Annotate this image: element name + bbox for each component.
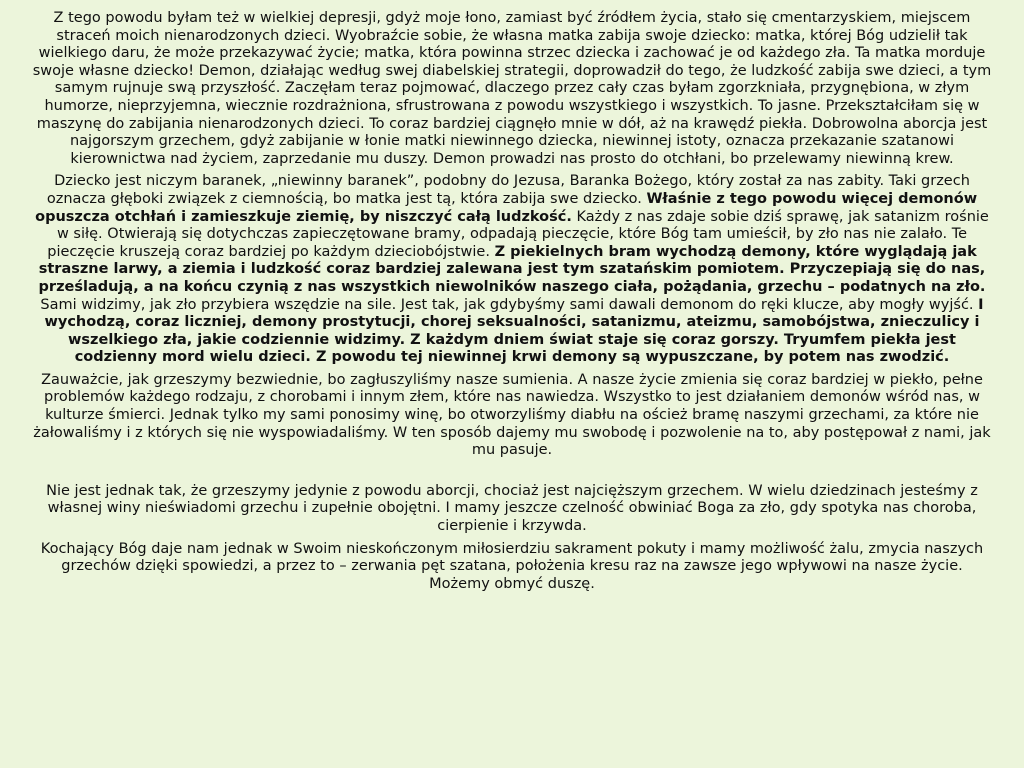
paragraph-text: Zauważcie, jak grzeszymy bezwiednie, bo zagłuszyliśmy nasze sumienia. A nasze życie zmienia się coraz bardziej w piekło, pełne problemów każdego rodzaju, z chorobami i innym złem, które nas nawiedza. Wszystko to jest działaniem demonów wśród nas, w kulturze śmierci. Jednak tylko my sami ponosimy winę, bo otworzyliśmy diabłu na oścież bramę naszymi grzechami, za które nie żałowaliśmy i z których się nie wyspowiadaliśmy. W ten sposób dajemy mu swobodę i pozwolenie na to, aby postępował z nami, jak mu pasuje. [33, 371, 991, 459]
paragraph-text: Każdy z nas zdaje sobie dziś sprawę, jak satanizm rośnie w siłę. Otwierają się dotychczas zapieczętowane bramy, odpadają pieczęcie, które Bóg tam umieścił, by zło nas nie zalało. Te pieczęcie kruszeją coraz bardziej po każdym dzieciobójstwie. [47, 208, 989, 260]
paragraph-1 [30, 10, 994, 168]
paragraph-5 [30, 541, 994, 594]
paragraph-4 [30, 483, 994, 536]
paragraph-text: Sami widzimy, jak zło przybiera wszędzie na sile. Jest tak, jak gdybyśmy sami dawali demonom do ręki klucze, aby mogły wyjść. [40, 296, 979, 313]
emphasis-text: I wychodzą, coraz liczniej, demony prostytucji, chorej seksualności, satanizmu, ateizmu, samobójstwa, znieczulicy i wszelkiego zła, jakie codziennie widzimy. Z każdym dniem świat staje się coraz gorszy. Tryumfem piekła jest codzienny mord wielu dzieci. Z powodu tej niewinnej krwi demony są wypuszczane, by potem nas zwodzić. [44, 296, 984, 366]
paragraph-text: Z tego powodu byłam też w wielkiej depresji, gdyż moje łono, zamiast być źródłem życia, stało się cmentarzyskiem, miejscem straceń moich nienarodzonych dzieci. Wyobraźcie sobie, że własna matka zabija swoje dziecko: matka, której Bóg udzielił tak wielkiego daru, że może przekazywać życie; matka, która powinna strzec dziecka i zachować je od każdego zła. Ta matka morduje swoje własne dziecko! Demon, działając według swej diabelskiej strategii, doprowadził do tego, że ludzkość zabija swe dzieci, a tym samym rujnuje swą przyszłość. Zaczęłam teraz pojmować, dlaczego przez cały czas byłam zgorzkniała, przygnębiona, w złym humorze, nieprzyjemna, wiecznie rozdrażniona, sfrustrowana z powodu wszystkiego i wszystkich. To jasne. Przekształciłam się w maszynę do zabijania nienarodzonych dzieci. To coraz bardziej ciągnęło mnie w dół, aż na krawędź piekła. Dobrowolna aborcja jest najgorszym grzechem, gdyż zabijanie w łonie matki niewinnego dziecka, niewinnej istoty, oznacza przekazanie szatanowi kierownictwa nad życiem, zaprzedanie mu duszy. Demon prowadzi nas prosto do otchłani, bo przelewamy niewinną krew. [32, 10, 992, 167]
paragraph-text: Kochający Bóg daje nam jednak w Swoim nieskończonym miłosierdziu sakrament pokuty i mamy możliwość żalu, zmycia naszych grzechów dzięki spowiedzi, a przez to – zerwania pęt szatana, położenia kresu raz na zawsze jego wpływowi na nasze życie. Możemy obmyć duszę. [40, 540, 984, 592]
emphasis-text: Z piekielnych bram wychodzą demony, które wyglądają jak straszne larwy, a ziemia i ludzkość coraz bardziej zalewana jest tym szatańskim pomiotem. Przyczepiają się do nas, prześladują, a na końcu czynią z nas wszystkich niewolników naszego ciała, pożądania, grzechu – podatnych na zło. [38, 243, 986, 295]
paragraph-text: Nie jest jednak tak, że grzeszymy jedynie z powodu aborcji, chociaż jest najcięższym grzechem. W wielu dziedzinach jesteśmy z własnej winy nieświadomi grzechu i zupełnie obojętni. I mamy jeszcze czelność obwiniać Boga za zło, gdy spotyka nas choroba, cierpienie i krzywda. [46, 482, 978, 535]
paragraph-text: Dziecko jest niczym baranek, „niewinny baranek”, podobny do Jezusa, Baranka Bożego, który został za nas zabity. Taki grzech oznacza głęboki związek z ciemnością, bo matka jest tą, która zabija swe dziecko. [46, 173, 970, 207]
paragraph-3 [30, 372, 994, 460]
emphasis-text: Właśnie z tego powodu więcej demonów opuszcza otchłań i zamieszkuje ziemię, by niszczyć całą ludzkość. [35, 190, 978, 225]
paragraph-2 [30, 173, 994, 367]
